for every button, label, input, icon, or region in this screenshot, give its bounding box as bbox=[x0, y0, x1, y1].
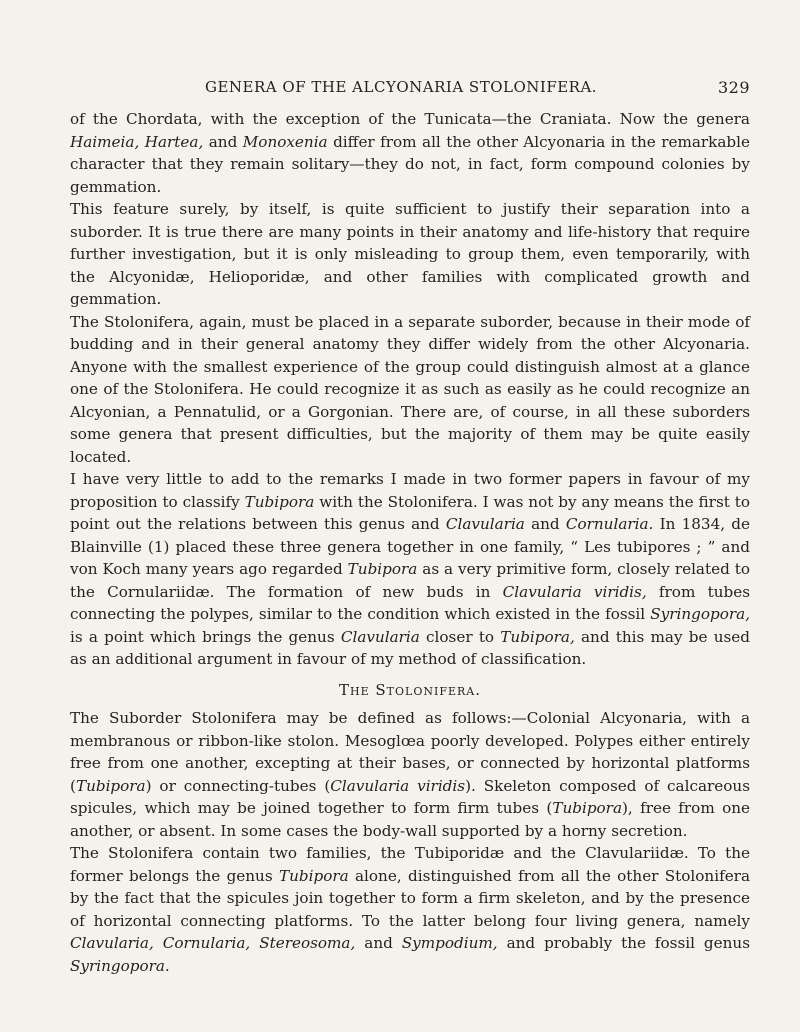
paragraph bbox=[70, 707, 750, 842]
italic-text: Monoxenia bbox=[242, 132, 328, 151]
running-header bbox=[70, 78, 750, 102]
italic-text: Tubipora, bbox=[500, 627, 575, 646]
italic-text: Haimeia, Hartea, bbox=[70, 132, 204, 151]
italic-text: Clavularia viridis bbox=[330, 776, 466, 795]
text-run: of the Chordata, with the exception of the Tunicata—the Craniata. Now the genera bbox=[70, 110, 750, 128]
text-run: closer to bbox=[419, 627, 501, 646]
paragraph bbox=[70, 842, 750, 977]
body-text bbox=[70, 108, 750, 977]
italic-text: Tubipora bbox=[552, 799, 622, 817]
text-run: is a point which brings the genus bbox=[70, 627, 341, 646]
text-run: alone, distinguished from all the other Stolonifera by the fact that the spicules join together to form a firm skeleton, and by the presence of horizontal connecting platforms. To the latter belong four living genera, namely bbox=[70, 866, 750, 930]
text-run: ). Skeleton composed of calcareous spicules, which may be joined together to form firm tubes ( bbox=[70, 776, 750, 817]
paragraphs-before bbox=[70, 108, 750, 671]
italic-text: Clavularia, Cornularia, Stereosoma, bbox=[70, 934, 356, 952]
text-run: and bbox=[203, 132, 243, 151]
text-run: with the Stolonifera. I was not by any means the first to point out the relations between this genus and bbox=[70, 492, 751, 533]
italic-text: Tubipora bbox=[278, 866, 349, 885]
text-run: differ from all the other Alcyonaria in the remarkable character that they remain solitary—they do not, in fact, form compound colonies by gemmation. bbox=[70, 132, 751, 196]
text-run: This feature surely, by itself, is quite sufficient to justify their separation into a suborder. It is true there are many points in their anatomy and life-history that require further investigation, but it is only misleading to group them, even temporarily, with the Alcyonidæ, Helioporidæ, and other families with complicated growth and gemmation. bbox=[70, 200, 750, 308]
section-title: The Stolonifera. bbox=[339, 680, 481, 699]
italic-text: Tubipora bbox=[75, 776, 146, 795]
text-run: and bbox=[355, 934, 402, 952]
paragraph bbox=[70, 108, 750, 198]
text-run: ) or connecting-tubes ( bbox=[145, 776, 331, 795]
italic-text: Cornularia. bbox=[565, 515, 654, 533]
italic-text: Tubipora bbox=[244, 492, 315, 511]
italic-text: Clavularia bbox=[445, 515, 525, 533]
page-number: 329 bbox=[717, 78, 750, 97]
italic-text: Tubipora bbox=[347, 560, 418, 578]
paragraph bbox=[70, 468, 750, 671]
paragraph bbox=[70, 311, 750, 469]
paragraph bbox=[70, 198, 750, 311]
text-run: I have very little to add to the remarks I made in two former papers in favour of my proposition to classify bbox=[70, 470, 750, 511]
text-run: ), free from one another, or absent. In some cases the body-wall supported by a horny secretion. bbox=[70, 799, 750, 840]
text-run: In 1834, de Blainville (1) placed these three genera together in one family, “ Les tubipores ; ” and von Koch many years ago regarded bbox=[70, 515, 751, 578]
running-title: GENERA OF THE ALCYONARIA STOLONIFERA. bbox=[205, 78, 598, 96]
text-run: and probably the fossil genus bbox=[497, 934, 750, 952]
italic-text: Clavularia bbox=[340, 627, 420, 646]
text-run: as a very primitive form, closely related to the Cornulariidæ. The formation of new buds in bbox=[70, 560, 750, 601]
text-run: from tubes connecting the polypes, similar to the condition which existed in the fossil bbox=[70, 582, 750, 623]
text-run: and this may be used as an additional argument in favour of my method of classification. bbox=[70, 627, 750, 668]
italic-text: Syringopora. bbox=[70, 956, 170, 975]
text-run: and bbox=[524, 515, 566, 533]
text-run: The Suborder Stolonifera may be defined as follows:—Colonial Alcyonaria, with a membranous or ribbon-like stolon. Mesoglœa poorly developed. Polypes either entirely free from one another, excepting at their bases, or connected by horizontal platforms ( bbox=[70, 709, 750, 795]
italic-text: Clavularia viridis, bbox=[502, 582, 647, 601]
paragraphs-after bbox=[70, 707, 750, 977]
italic-text: Sympodium, bbox=[401, 934, 498, 952]
text-run: The Stolonifera, again, must be placed in a separate suborder, because in their mode of budding and in their general anatomy they differ widely from the other Alcyonaria. Anyone with the smallest experience of the group could distinguish almost at a glance one of the Stolonifera. He could recognize it as such as easily as he could recognize an Alcyonian, a Pennatulid, or a Gorgonian. There are, of course, in all these suborders some genera that present difficulties, but the majority of them may be quite easily located. bbox=[70, 312, 750, 466]
text-run: The Stolonifera contain two families, the Tubiporidæ and the Clavulariidæ. To the former belongs the genus bbox=[70, 844, 750, 885]
italic-text: Syringopora, bbox=[650, 605, 750, 623]
